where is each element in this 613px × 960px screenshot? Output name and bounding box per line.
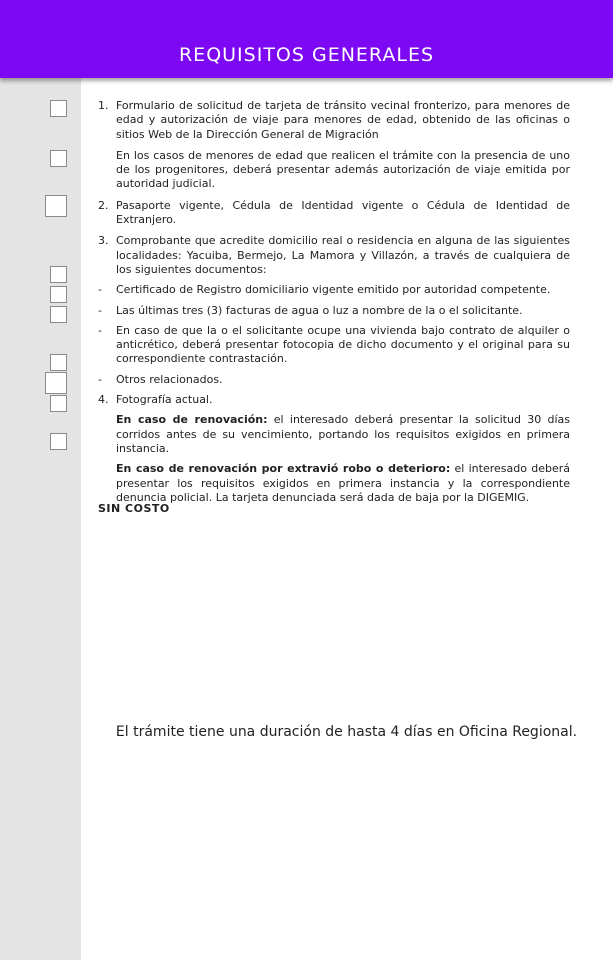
item-text: Formulario de solicitud de tarjeta de tránsito vecinal fronterizo, para menores de edad y autorización de viaje para menores de edad, obtenido de las oficinas o sitios Web de la Dirección General de Migración	[116, 99, 570, 141]
duration-note: El trámite tiene una duración de hasta 4 días en Oficina Regional.	[115, 724, 578, 740]
checkbox-sub-2[interactable]	[50, 286, 67, 303]
page-title: REQUISITOS GENERALES	[178, 44, 435, 66]
sub-text: En caso de que la o el solicitante ocupe una vivienda bajo contrato de alquiler o anticrético, deberá presentar fotocopia de dicho documento y el original para su correspondiente contrastación.	[116, 323, 570, 366]
item-text: Pasaporte vigente, Cédula de Identidad vigente o Cédula de Identidad de Extranjero.	[116, 198, 570, 227]
sub-bullet: -	[98, 323, 102, 337]
item-number: 3.	[98, 234, 109, 248]
sub-bullet: -	[98, 283, 102, 297]
checkbox-item-4[interactable]	[45, 372, 67, 394]
renewal-loss-note	[98, 462, 570, 505]
checkbox-item-1[interactable]	[50, 100, 67, 117]
sub-item-1	[98, 283, 570, 297]
requirement-item-1-note	[98, 149, 570, 192]
sub-bullet: -	[98, 372, 102, 386]
renewal-note	[98, 413, 570, 456]
item-text: Comprobante que acredite domicilio real o residencia en alguna de las siguientes localidades: Yacuiba, Bermejo, La Mamora y Villazón, a través de cualquiera de los siguientes documentos:	[116, 234, 570, 276]
requirement-item-1	[98, 99, 570, 142]
sub-text: Certificado de Registro domiciliario vigente emitido por autoridad competente.	[116, 283, 551, 297]
page-header	[0, 0, 613, 78]
renewal-loss-text: el interesado deberá presentar los requisitos exigidos en primera instancia y la correspondiente denuncia policial. La tarjeta denunciada será dada de baja por la DIGEMIG.	[116, 462, 570, 504]
sub-text: Las últimas tres (3) facturas de agua o luz a nombre de la o el solicitante.	[116, 303, 523, 317]
requirement-item-2	[98, 199, 570, 228]
renewal-loss-label: En caso de renovación por extravió robo o deterioro:	[116, 462, 451, 476]
checkbox-item-2[interactable]	[45, 195, 67, 217]
item-number: 1.	[98, 99, 109, 112]
sub-item-3	[98, 324, 570, 367]
sub-item-2	[98, 304, 570, 318]
checkbox-sidebar	[0, 78, 81, 960]
checkbox-sub-3[interactable]	[50, 306, 67, 323]
checkbox-renewal[interactable]	[50, 395, 67, 412]
sub-text: Otros relacionados.	[116, 372, 223, 386]
item-text: Fotografía actual.	[116, 393, 213, 407]
requirement-item-4	[98, 393, 570, 407]
item-number: 4.	[98, 393, 109, 407]
item-note-text: En los casos de menores de edad que realicen el trámite con la presencia de uno de los progenitores, deberá presentar además autorización de viaje emitida por autoridad judicial.	[116, 148, 570, 191]
requirement-item-3	[98, 234, 570, 277]
cost-label: SIN COSTO	[98, 502, 170, 515]
checkbox-item-1-note[interactable]	[50, 150, 67, 167]
checkbox-sub-4[interactable]	[50, 354, 67, 371]
sub-bullet: -	[98, 303, 102, 317]
renewal-label: En caso de renovación:	[116, 413, 268, 427]
item-number: 2.	[98, 198, 109, 212]
checkbox-sub-1[interactable]	[50, 266, 67, 283]
requirements-list	[98, 99, 570, 505]
renewal-text: el interesado deberá presentar la solicitud 30 días corridos antes de su vencimiento, portando los requisitos exigidos en primera instancia.	[116, 413, 570, 455]
checkbox-renewal-loss[interactable]	[50, 433, 67, 450]
sub-item-4	[98, 373, 570, 387]
